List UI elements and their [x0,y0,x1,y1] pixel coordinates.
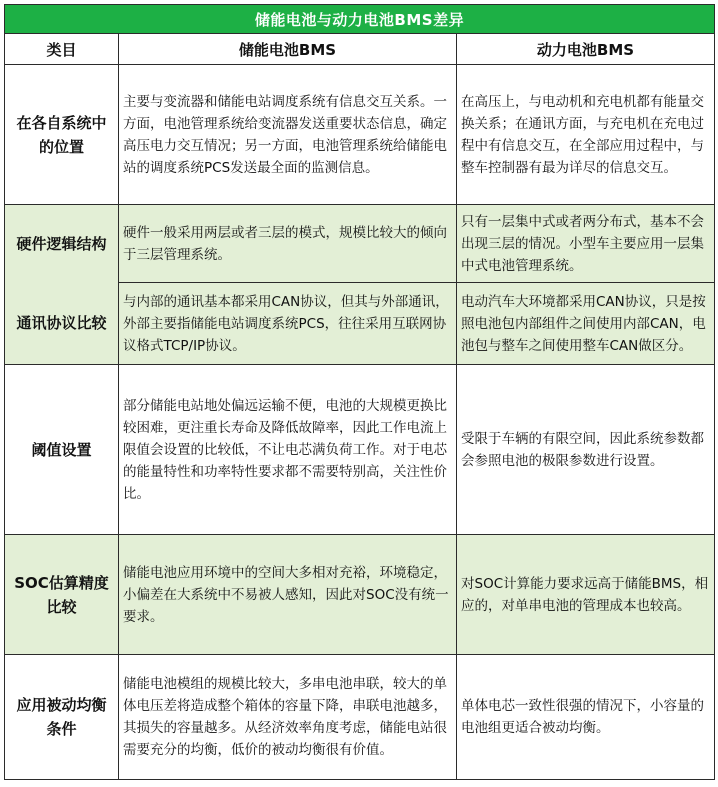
row-category-threshold: 阈值设置 [5,365,119,535]
cell-storage-hardware: 硬件一般采用两层或者三层的模式，规模比较大的倾向于三层管理系统。 [119,205,457,283]
comparison-table-wrapper [4,4,714,783]
table-row [5,205,715,283]
table-row [5,655,715,780]
cell-power-soc: 对SOC计算能力要求远高于储能BMS，相应的，对单串电池的管理成本也较高。 [457,535,715,655]
category-line: 条件 [46,720,77,738]
column-header-storage-bms: 储能电池BMS [119,34,457,65]
cell-storage-threshold: 部分储能电站地处偏远运输不便，电池的大规模更换比较困难，更注重长寿命及降低故障率，因此工作电流上限值会设置的比较低，不让电芯满负荷工作。对于电芯的能量特性和功率特性要求都不需要特别高，关注性价比。 [119,365,457,535]
cell-storage-soc: 储能电池应用环境中的空间大多相对充裕，环境稳定，小偏差在大系统中不易被人感知，因此对SOC没有统一要求。 [119,535,457,655]
category-line: 的位置 [38,137,84,156]
title-row [5,5,715,34]
category-line: 在各自系统中 [16,113,107,132]
row-category-protocol: 通讯协议比较 [5,283,119,365]
cell-power-balancing: 单体电芯一致性很强的情况下，小容量的电池组更适合被动均衡。 [457,655,715,780]
category-line: SOC估算精度 [14,573,109,592]
column-header-category: 类目 [5,34,119,65]
cell-storage-position: 主要与变流器和储能电站调度系统有信息交互关系。一方面，电池管理系统给变流器发送重要状态信息，确定高压电力交互情况；另一方面，电池管理系统给储能电站的调度系统PCS发送最全面的监测信息。 [119,65,457,205]
row-category-position [5,65,119,205]
table-row [5,365,715,535]
row-category-balancing [5,655,119,780]
cell-power-threshold: 受限于车辆的有限空间，因此系统参数都会参照电池的极限参数进行设置。 [457,365,715,535]
comparison-table [4,4,715,780]
cell-storage-balancing: 储能电池模组的规模比较大，多串电池串联，较大的单体电压差将造成整个箱体的容量下降，串联电池越多，其损失的容量越多。从经济效率角度考虑，储能电站很需要充分的均衡，低价的被动均衡很有价值。 [119,655,457,780]
cell-power-position: 在高压上，与电动机和充电机都有能量交换关系；在通讯方面，与充电机在充电过程中有信息交互，在全部应用过程中，与整车控制器有最为详尽的信息交互。 [457,65,715,205]
cell-storage-protocol: 与内部的通讯基本都采用CAN协议，但其与外部通讯，外部主要指储能电站调度系统PCS，往往采用互联网协议格式TCP/IP协议。 [119,283,457,365]
cell-power-hardware: 只有一层集中式或者两分布式，基本不会出现三层的情况。小型车主要应用一层集中式电池管理系统。 [457,205,715,283]
table-row [5,283,715,365]
table-title: 储能电池与动力电池BMS差异 [5,5,715,34]
category-line: 应用被动均衡 [16,696,107,714]
table-row [5,535,715,655]
category-line: 比较 [46,597,77,616]
table-row [5,65,715,205]
column-header-power-bms: 动力电池BMS [457,34,715,65]
cell-power-protocol: 电动汽车大环境都采用CAN协议，只是按照电池包内部组件之间使用内部CAN，电池包与整车之间使用整车CAN做区分。 [457,283,715,365]
row-category-hardware: 硬件逻辑结构 [5,205,119,283]
header-row [5,34,715,65]
row-category-soc [5,535,119,655]
